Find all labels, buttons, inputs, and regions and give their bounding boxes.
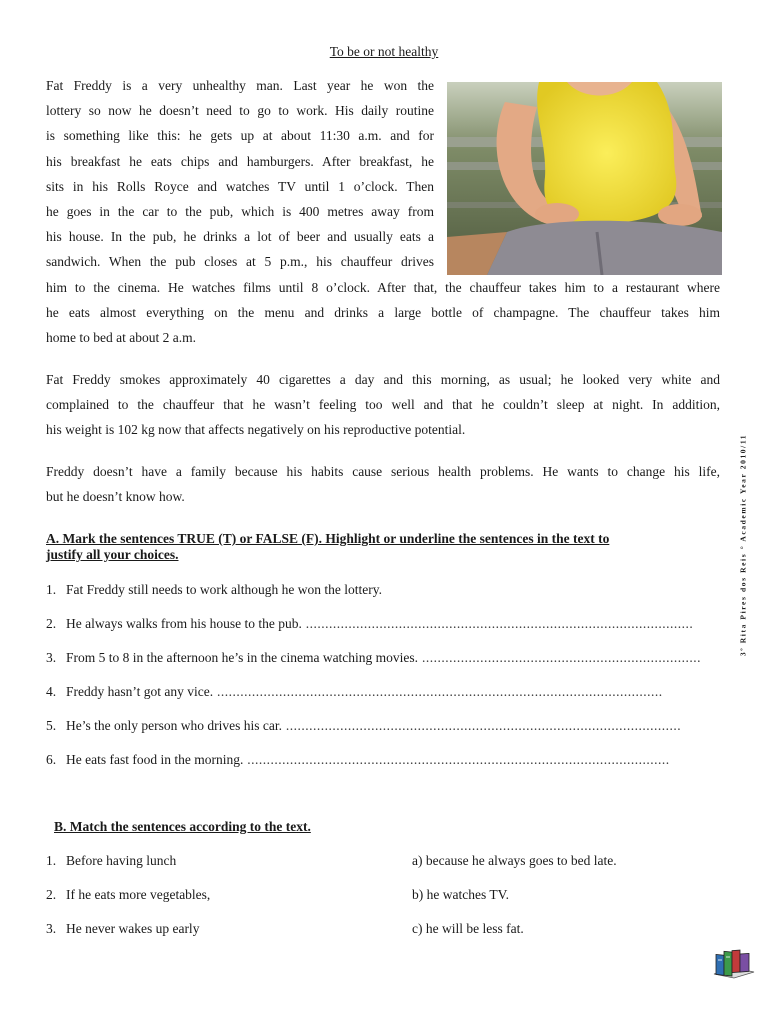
true-false-item-2 — [46, 616, 704, 632]
item-text: Before having lunch — [66, 853, 177, 868]
item-number: 3. — [46, 921, 57, 936]
text-line: Fat Freddy smokes approximately 40 cigarettes a day and this morning, as usual; he looked very white and — [46, 372, 720, 387]
true-false-item-1 — [46, 582, 704, 598]
match-right-item-a: a) because he always goes to bed late. — [412, 853, 617, 868]
page-title: To be or not healthy — [329, 44, 439, 59]
text-line: his breakfast he eats chips and hamburgers. After breakfast, he — [46, 153, 434, 169]
text-line: is something like this: he gets up at about 11:30 a.m. and for — [46, 128, 434, 144]
text-line: lottery so now he doesn’t need to go to work. His daily routine — [46, 103, 434, 119]
section-b-heading: B. Match the sentences according to the text. — [54, 819, 311, 834]
sidebar-author-credit — [736, 390, 750, 700]
item-number: 4. — [46, 684, 57, 699]
item-number: 6. — [46, 752, 57, 767]
match-left-item-3 — [46, 921, 199, 937]
story-paragraph-1 — [46, 73, 434, 275]
item-text: He eats fast food in the morning. — [66, 752, 244, 767]
item-number: 3. — [46, 650, 57, 665]
item-number: 1. — [46, 853, 57, 868]
item-text: He always walks from his house to the pub. — [66, 616, 302, 631]
match-right-item-b: b) he watches TV. — [412, 887, 509, 902]
answer-line[interactable]: ........................................................................ — [418, 650, 701, 665]
text-line: his house. In the pub, he drinks a lot of beer and usually eats a — [46, 229, 434, 245]
item-number: 2. — [46, 616, 57, 631]
true-false-item-6 — [46, 752, 704, 768]
item-number: 5. — [46, 718, 57, 733]
section-a-heading-line1: A. Mark the sentences TRUE (T) or FALSE (F). Highlight or underline the sentences in the text to — [46, 531, 610, 546]
text-line: Fat Freddy is a very unhealthy man. Last year he won the — [46, 78, 434, 93]
item-text: Freddy hasn’t got any vice. — [66, 684, 214, 699]
answer-line[interactable]: ............................................................................................................. — [243, 752, 670, 767]
answer-line[interactable]: .................................................................................................... — [301, 616, 694, 631]
text-line: him to the cinema. He watches films until 8 o’clock. After that, the chauffeur takes him to a restaurant where — [46, 280, 720, 295]
story-paragraph-3 — [46, 459, 720, 509]
true-false-item-4 — [46, 684, 704, 700]
match-left-item-1 — [46, 853, 176, 869]
item-text: He’s the only person who drives his car. — [66, 718, 282, 733]
section-a-heading — [46, 531, 726, 563]
text-line: home to bed at about 2 a.m. — [46, 330, 196, 346]
item-text: If he eats more vegetables, — [66, 887, 211, 902]
true-false-item-3 — [46, 650, 704, 666]
text-line: but he doesn’t know how. — [46, 489, 185, 505]
match-left-item-2 — [46, 887, 210, 903]
item-text: From 5 to 8 in the afternoon he’s in the cinema watching movies. — [66, 650, 419, 665]
item-number: 2. — [46, 887, 57, 902]
true-false-item-5 — [46, 718, 704, 734]
section-a-heading-line2: justify all your choices. — [46, 547, 179, 562]
text-line: he goes in the car to the pub, which is 400 metres away from — [46, 204, 434, 220]
item-text: He never wakes up early — [66, 921, 200, 936]
answer-line[interactable]: ...................................................................................................... — [281, 718, 682, 733]
match-right-item-c: c) he will be less fat. — [412, 921, 524, 936]
item-number: 1. — [46, 582, 57, 597]
text-line: complained to the chauffeur that he wasn’t feeling too well and that he couldn’t sleep at night. In addition, — [46, 397, 720, 413]
text-line: his weight is 102 kg now that affects negatively on his reproductive potential. — [46, 422, 466, 438]
text-line: sandwich. When the pub closes at 5 p.m., his chauffeur drives — [46, 254, 434, 270]
text-line: Freddy doesn’t have a family because his habits cause serious health problems. He wants to change his life, — [46, 464, 720, 479]
text-line: sits in his Rolls Royce and watches TV until 1 o’clock. Then — [46, 178, 434, 194]
books-icon — [712, 944, 756, 980]
answer-line[interactable]: ................................................................................................................... — [213, 684, 663, 699]
story-paragraph-1-continued — [46, 275, 720, 351]
overweight-man-photo — [447, 82, 722, 275]
sidebar-text: 3º Rita Pires dos Reis ° Academic Year 2010/11 — [738, 433, 748, 657]
item-text: Fat Freddy still needs to work although he won the lottery. — [66, 582, 382, 597]
text-line: he eats almost everything on the menu and drinks a large bottle of champagne. The chauffeur takes him — [46, 305, 720, 321]
story-paragraph-2 — [46, 367, 720, 443]
